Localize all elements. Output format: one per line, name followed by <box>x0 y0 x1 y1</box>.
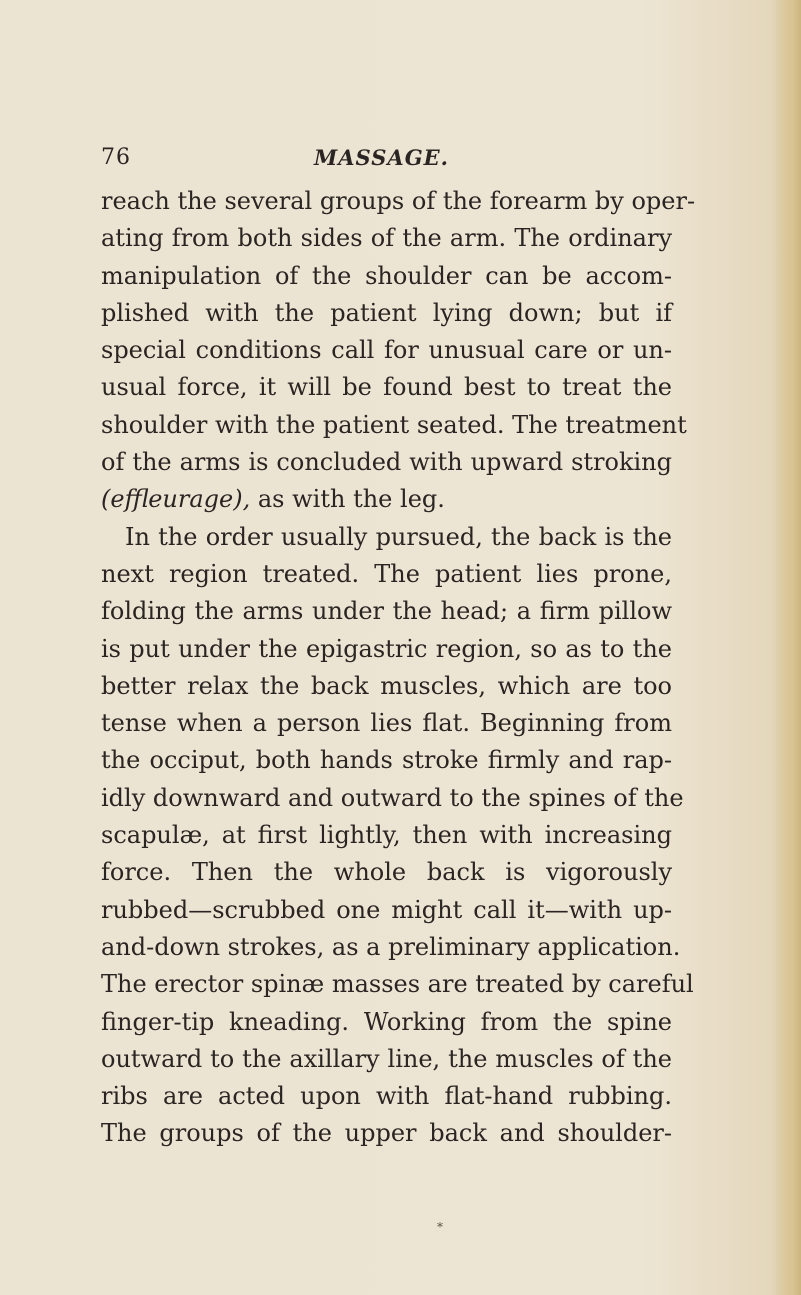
text-line: The erector spinæ masses are treated by careful <box>101 970 694 999</box>
text-line: ribs are acted upon with flat-hand rubbing. <box>101 1082 672 1111</box>
text-line: rubbed—scrubbed one might call it—with up- <box>101 895 672 924</box>
text-line: plished with the patient lying down; but if <box>101 298 672 327</box>
text-line: next region treated. The patient lies prone, <box>101 559 672 588</box>
text-line: is put under the epigastric region, so as to the <box>101 634 672 663</box>
text-line: special conditions call for unusual care or un- <box>101 336 672 365</box>
text-line: folding the arms under the head; a firm pillow <box>101 597 672 626</box>
text-line: outward to the axillary line, the muscles of the <box>101 1044 672 1073</box>
text-line-rest: as with the leg. <box>257 485 445 514</box>
page-number: 76 <box>101 145 131 170</box>
italic-term: (effleurage), <box>101 485 251 514</box>
text-line: manipulation of the shoulder can be accom- <box>101 261 672 290</box>
text-line: idly downward and outward to the spines of the <box>101 783 684 812</box>
text-line: In the order usually pursued, the back is the <box>125 522 672 551</box>
text-line: ating from both sides of the arm. The ordinary <box>101 224 672 253</box>
running-head: MASSAGE. <box>314 145 449 170</box>
page-edge-shadow <box>773 0 801 1295</box>
text-line: of the arms is concluded with upward stroking <box>101 448 672 477</box>
text-line: The groups of the upper back and shoulder- <box>101 1119 672 1148</box>
page-header <box>101 145 681 175</box>
footer-mark: * <box>437 1220 443 1234</box>
text-line: finger-tip kneading. Working from the spine <box>101 1007 672 1036</box>
text-line: shoulder with the patient seated. The treatment <box>101 410 687 439</box>
text-line: tense when a person lies flat. Beginning from <box>101 709 672 738</box>
text-line: force. Then the whole back is vigorously <box>101 858 672 887</box>
body-text <box>101 183 696 1153</box>
text-line: reach the several groups of the forearm by oper- <box>101 187 696 215</box>
text-line: the occiput, both hands stroke firmly and rap- <box>101 746 672 775</box>
text-line: better relax the back muscles, which are too <box>101 671 672 700</box>
text-line-with-italic <box>101 481 672 518</box>
text-line: scapulæ, at first lightly, then with increasing <box>101 821 672 850</box>
text-line: usual force, it will be found best to treat the <box>101 373 672 402</box>
text-line: and-down strokes, as a preliminary application. <box>101 932 681 961</box>
